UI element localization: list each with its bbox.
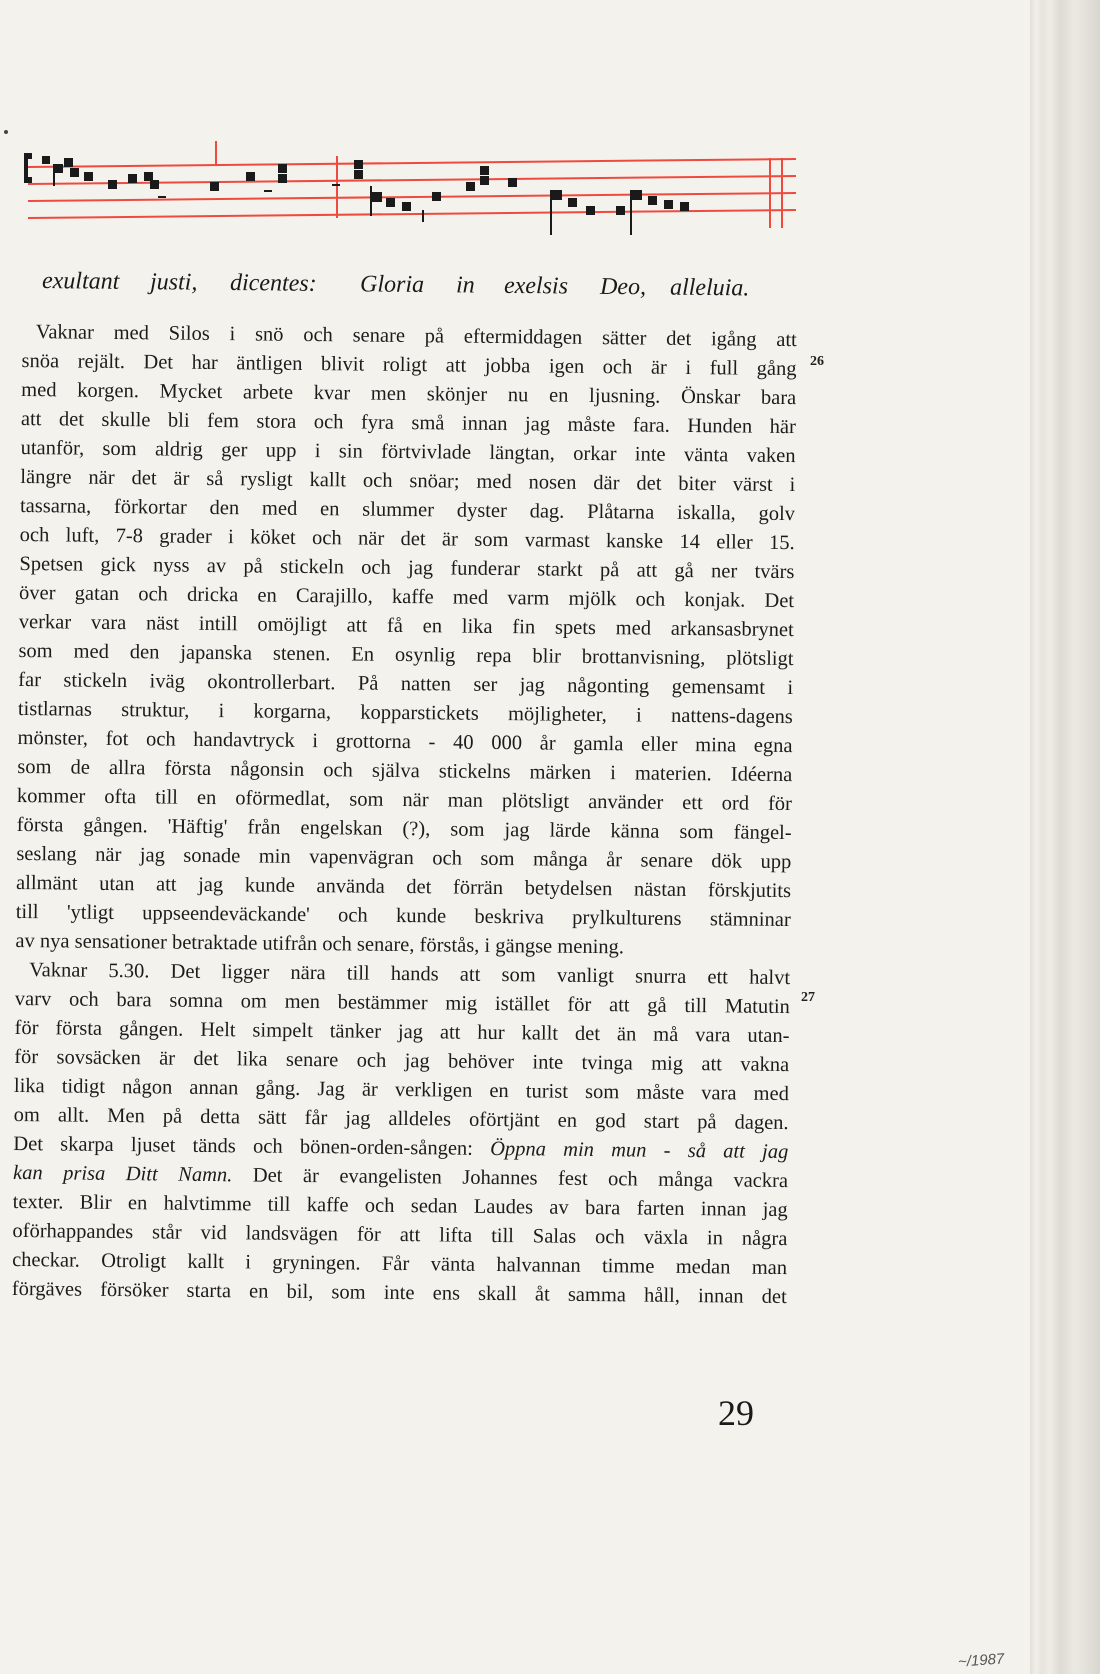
- diary-text: [12, 318, 797, 1312]
- text-line: utanför, som aldrig ger upp i sin förtvivlade längtan, orkar inte vänta vaken: [20, 436, 796, 468]
- text-line: snöa rejält. Det har äntligen blivit roligt att jobba igen och är i full gång: [21, 349, 797, 381]
- neume: [386, 198, 395, 207]
- text-line: varv och bara somna om men bestämmer mig istället för att gå till Matutin: [14, 987, 790, 1019]
- neume: [616, 206, 625, 215]
- neume: [64, 158, 73, 167]
- text-line: far stickeln iväg okontrollerbart. På natten ser jag någonting gemensamt i: [18, 668, 794, 700]
- neume: [278, 174, 287, 183]
- italic-quote: kan prisa Ditt Namn.: [12, 1161, 233, 1187]
- chant-lyrics: [42, 268, 802, 316]
- lyric-word: justi,: [149, 269, 198, 296]
- chant-staff: [20, 138, 800, 258]
- text-span: Det skarpa ljuset tänds och bönen-orden-sången:: [13, 1132, 491, 1160]
- neume: [508, 178, 517, 187]
- neume: [150, 180, 159, 189]
- neume: [42, 156, 50, 164]
- staff-lines: [28, 141, 796, 228]
- text-line: allmänt utan att jag kunde använda det förrän betydelsen nästan förskjutits: [15, 871, 792, 903]
- neume: [210, 182, 219, 191]
- neume: [432, 192, 441, 201]
- text-line: över gatan och dricka en Carajillo, kaffe med varm mjölk och konjak. Det: [19, 581, 795, 613]
- neume: [54, 164, 63, 173]
- text-line: med korgen. Mycket arbete kvar men skönjer nu en ljusning. Önskar bara: [21, 378, 797, 410]
- entry-date-marker: 26: [810, 354, 824, 369]
- text-line: tassarna, förkortar den med en slummer dyster dag. Plåtarna iskalla, golv: [19, 494, 796, 526]
- text-line: som de allra första någonsin och själva stickelns märken i materien. Idéerna: [17, 755, 793, 787]
- text-span: Det är evangelisten Johannes fest och många vackra: [232, 1164, 789, 1193]
- text-line: förgäves försöker starta en bil, som inte ens skall åt samma håll, innan det: [11, 1277, 787, 1309]
- text-line: oförhappandes står vid landsvägen för att lifta till Salas och växla in några: [12, 1219, 788, 1251]
- text-line: till 'ytligt uppseendeväckande' och kunde beskriva prylkulturens stämninar: [15, 900, 791, 932]
- lyric-word: Deo,: [599, 273, 647, 301]
- text-line: om allt. Men på detta sätt får jag alldeles oförtjänt en god start på dagen.: [13, 1103, 789, 1135]
- neume: [70, 168, 79, 177]
- neume: [354, 170, 363, 179]
- page-edges: [1030, 0, 1100, 1674]
- text-line: Vaknar 5.30. Det ligger nära till hands att som vanligt snurra ett halvt: [29, 959, 791, 990]
- ink-speck: [4, 130, 8, 134]
- text-line: verkar vara näst intill omöjligt att få en lika fin spets med arkansasbrynet: [18, 610, 794, 642]
- text-line: texter. Blir en halvtimme till kaffe och sedan Laudes av bara farten innan jag: [12, 1190, 788, 1222]
- neume: [480, 176, 489, 185]
- lyric-word: dicentes:: [229, 269, 317, 297]
- neume: [664, 200, 673, 209]
- text-line: lika tidigt någon annan gång. Jag är verkligen en turist som måste vara med: [13, 1074, 790, 1106]
- page-number: 29: [718, 1393, 754, 1433]
- text-line: tistlarnas struktur, i korgarna, kopparstickets möjligheter, i nattens-dagens: [17, 697, 793, 729]
- text-line: första gången. 'Häftig' från engelskan (?), som jag lärde känna som fängel-: [16, 813, 792, 845]
- lyric-word: Gloria: [359, 271, 425, 299]
- lyric-word: alleluia.: [669, 274, 750, 302]
- text-line: Vaknar med Silos i snö och senare på eftermiddagen sätter det igång att: [35, 321, 797, 352]
- neume: [632, 190, 642, 200]
- neume: [552, 190, 562, 200]
- neume: [402, 202, 411, 211]
- entry-date-marker: 27: [801, 990, 815, 1005]
- text-line: för första gången. Helt simpelt tänker jag att hur kallt det än må vara utan-: [14, 1016, 790, 1048]
- neume: [144, 172, 153, 181]
- neume: [680, 202, 689, 211]
- text-line: att det skulle bli fem stora och fyra små innan jag måste fara. Hunden här: [20, 407, 797, 439]
- neume: [586, 206, 595, 215]
- lyric-word: exultant: [41, 268, 120, 295]
- neume: [648, 196, 657, 205]
- neume: [372, 192, 382, 202]
- neume: [246, 172, 255, 181]
- neume: [84, 172, 93, 181]
- text-line: som med den japanska stenen. En osynlig repa blir brottanvisning, plötsligt: [18, 639, 794, 671]
- neume: [108, 180, 117, 189]
- lyric-word: in: [455, 272, 475, 299]
- text-line: och luft, 7-8 grader i köket och när det är som varmast kanske 14 eller 15.: [19, 523, 795, 555]
- text-line: checkar. Otroligt kallt i gryningen. Får vänta halvannan timme medan man: [12, 1248, 788, 1280]
- text-line: kommer ofta till en oförmedlat, som när man plötsligt använder ett ord för: [16, 784, 793, 816]
- italic-quote: Öppna min mun - så att jag: [490, 1137, 789, 1164]
- text-line: Spetsen gick nyss av på stickeln och jag funderar starkt på att gå ner tvärs: [19, 552, 795, 584]
- neume: [354, 160, 363, 169]
- clef: [24, 153, 32, 183]
- text-line: längre när det är så rysligt kallt och snöar; med nosen där det biter värst i: [20, 465, 796, 497]
- text-line: seslang när jag sonade min vapenvägran och som många år senare dök upp: [16, 842, 792, 874]
- text-line: för sovsäcken är det lika senare och jag behöver inte tvinga mig att vakna: [14, 1045, 790, 1077]
- text-line: mönster, fot och handavtryck i grottorna - 40 000 år gamla eller mina egna: [17, 726, 793, 758]
- lyric-word: exelsis: [503, 272, 569, 300]
- neume: [568, 198, 577, 207]
- neume: [480, 166, 489, 175]
- catalog-mark: ~/1987: [957, 1650, 1005, 1671]
- neume: [466, 182, 475, 191]
- neume: [278, 164, 287, 173]
- neume: [128, 174, 137, 183]
- text-line: av nya sensationer betraktade utifrån och senare, förstås, i gängse mening.: [15, 929, 625, 959]
